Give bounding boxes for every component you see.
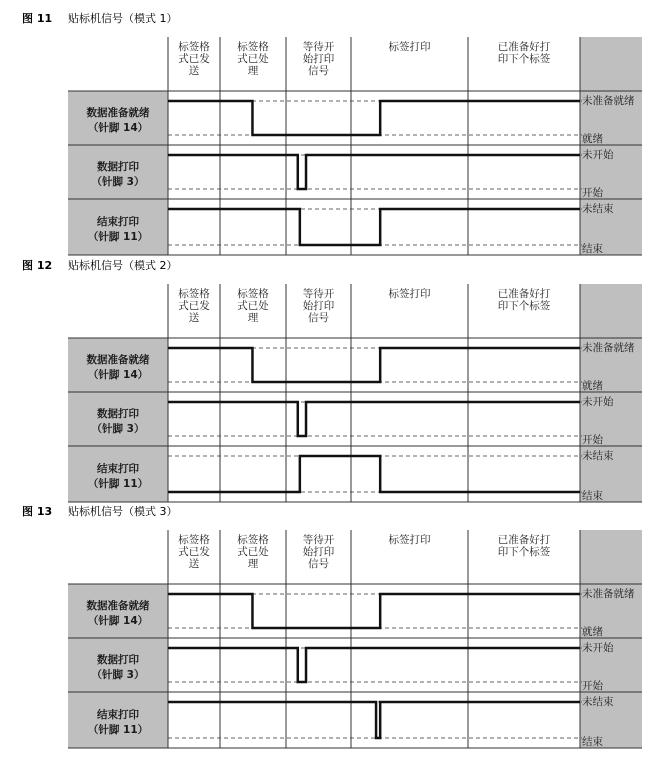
state-low-label: 结束 <box>582 490 603 502</box>
state-high-label: 未准备就绪 <box>582 588 635 600</box>
phase-header: 式已处 <box>237 546 269 558</box>
state-low-label: 就绪 <box>582 133 603 145</box>
signal-name: 数据打印 <box>97 654 139 666</box>
figure-number: 图 11 <box>22 12 53 25</box>
figure-title: 贴标机信号（模式 1） <box>68 12 178 25</box>
signal-waveform <box>168 456 580 492</box>
state-high-label: 未结束 <box>582 203 614 215</box>
phase-header: 理 <box>247 312 259 324</box>
signal-name: 数据准备就绪 <box>86 354 150 366</box>
figure-number: 图 12 <box>22 259 53 272</box>
phase-header: 已准备好打 <box>497 288 551 300</box>
phase-header: 信号 <box>308 558 329 570</box>
phase-header: 式已发 <box>178 546 210 558</box>
state-label-panel <box>580 37 642 255</box>
state-low-label: 开始 <box>582 434 603 446</box>
phase-header: 标签打印 <box>388 41 431 53</box>
state-high-label: 未开始 <box>582 642 614 654</box>
signal-waveform <box>168 402 580 436</box>
signal-waveform <box>168 648 580 682</box>
figure-3 <box>22 504 642 748</box>
phase-header: 送 <box>188 312 200 324</box>
phase-header: 始打印 <box>302 53 335 65</box>
phase-header: 送 <box>188 65 200 77</box>
signal-waveform <box>168 155 580 189</box>
phase-header: 已准备好打 <box>497 534 551 546</box>
signal-pin: （针脚 3） <box>91 423 145 435</box>
figure-1 <box>22 11 642 255</box>
phase-header: 始打印 <box>302 546 335 558</box>
phase-header: 印下个标签 <box>497 546 551 558</box>
phase-header: 标签格 <box>178 534 210 546</box>
signal-waveform <box>168 209 580 245</box>
phase-header: 送 <box>188 558 200 570</box>
state-high-label: 未开始 <box>582 396 614 408</box>
signal-name: 数据打印 <box>97 161 139 173</box>
state-low-label: 开始 <box>582 680 603 692</box>
signal-waveform <box>168 594 580 628</box>
phase-header: 标签格 <box>237 41 269 53</box>
phase-header: 已准备好打 <box>497 41 551 53</box>
state-high-label: 未开始 <box>582 149 614 161</box>
signal-waveform <box>168 348 580 382</box>
signal-name: 结束打印 <box>97 709 139 721</box>
state-low-label: 结束 <box>582 243 603 255</box>
figure-number: 图 13 <box>22 505 53 518</box>
signal-pin: （针脚 3） <box>91 176 145 188</box>
phase-header: 等待开 <box>302 288 335 300</box>
signal-waveform <box>168 702 580 738</box>
figure-title: 贴标机信号（模式 2） <box>68 259 178 272</box>
signal-waveform <box>168 101 580 135</box>
signal-pin: （针脚 14） <box>87 615 149 627</box>
figure-title: 贴标机信号（模式 3） <box>68 505 178 518</box>
phase-header: 式已发 <box>178 300 210 312</box>
state-low-label: 结束 <box>582 736 603 748</box>
signal-name: 数据准备就绪 <box>86 107 150 119</box>
phase-header: 印下个标签 <box>497 53 551 65</box>
signal-name: 结束打印 <box>97 463 139 475</box>
state-label-panel <box>580 530 642 748</box>
phase-header: 信号 <box>308 312 329 324</box>
phase-header: 标签格 <box>178 288 210 300</box>
state-low-label: 开始 <box>582 187 603 199</box>
state-high-label: 未准备就绪 <box>582 342 635 354</box>
signal-pin: （针脚 11） <box>87 231 149 243</box>
phase-header: 信号 <box>308 65 329 77</box>
phase-header: 等待开 <box>302 534 335 546</box>
phase-header: 理 <box>247 558 259 570</box>
phase-header: 等待开 <box>302 41 335 53</box>
phase-header: 标签格 <box>178 41 210 53</box>
phase-header: 式已发 <box>178 53 210 65</box>
signal-pin: （针脚 14） <box>87 369 149 381</box>
signal-name: 数据准备就绪 <box>86 600 150 612</box>
figure-2 <box>22 258 642 502</box>
signal-name: 数据打印 <box>97 408 139 420</box>
phase-header: 理 <box>247 65 259 77</box>
phase-header: 式已处 <box>237 300 269 312</box>
state-high-label: 未结束 <box>582 696 614 708</box>
phase-header: 标签格 <box>237 288 269 300</box>
phase-header: 印下个标签 <box>497 300 551 312</box>
phase-header: 式已处 <box>237 53 269 65</box>
state-low-label: 就绪 <box>582 626 603 638</box>
signal-pin: （针脚 14） <box>87 122 149 134</box>
signal-pin: （针脚 3） <box>91 669 145 681</box>
state-high-label: 未准备就绪 <box>582 95 635 107</box>
state-high-label: 未结束 <box>582 450 614 462</box>
signal-pin: （针脚 11） <box>87 478 149 490</box>
phase-header: 标签打印 <box>388 534 431 546</box>
phase-header: 标签格 <box>237 534 269 546</box>
signal-name: 结束打印 <box>97 216 139 228</box>
signal-pin: （针脚 11） <box>87 724 149 736</box>
state-label-panel <box>580 284 642 502</box>
phase-header: 始打印 <box>302 300 335 312</box>
state-low-label: 就绪 <box>582 380 603 392</box>
phase-header: 标签打印 <box>388 288 431 300</box>
